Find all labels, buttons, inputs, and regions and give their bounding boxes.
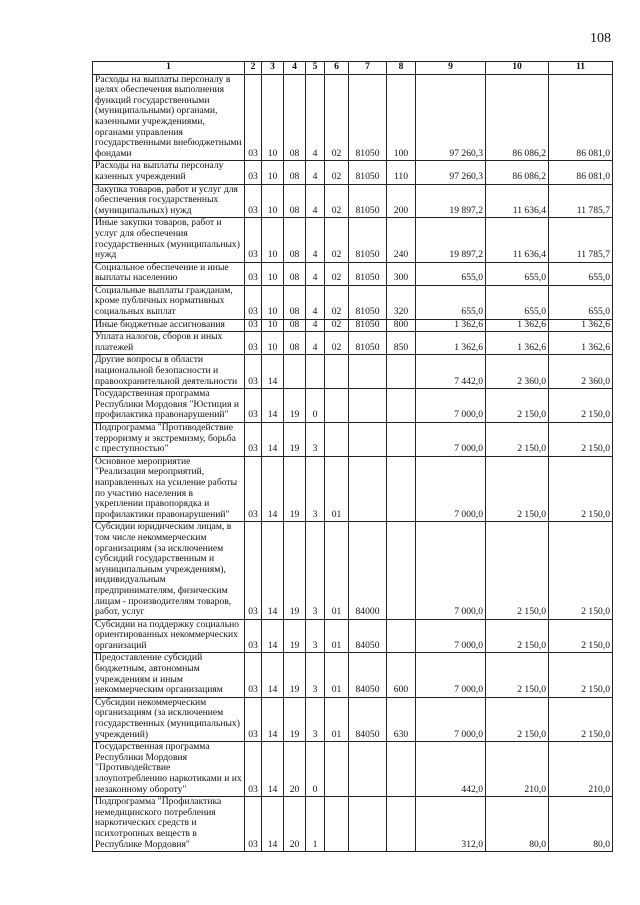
amount-year-1: 442,0 xyxy=(416,742,486,797)
expense-type-code: 200 xyxy=(387,184,416,218)
table-row xyxy=(93,355,613,389)
section-code: 03 xyxy=(245,653,262,697)
subprogram-code: 0 xyxy=(306,389,325,423)
program-code: 20 xyxy=(284,742,306,797)
direction-code xyxy=(349,389,387,423)
direction-code xyxy=(349,456,387,522)
measure-code: 02 xyxy=(325,319,349,332)
amount-year-2: 1 362,6 xyxy=(486,319,549,332)
column-header: 11 xyxy=(549,62,613,75)
amount-year-2: 2 150,0 xyxy=(486,653,549,697)
expense-name: Расходы на выплаты персоналу казенных учреждений xyxy=(93,161,245,184)
table-row xyxy=(93,653,613,697)
table-row xyxy=(93,797,613,852)
column-header: 1 xyxy=(93,62,245,75)
direction-code: 84000 xyxy=(349,522,387,619)
subprogram-code: 3 xyxy=(306,697,325,741)
amount-year-3: 80,0 xyxy=(549,797,613,852)
section-code: 03 xyxy=(245,742,262,797)
budget-table-body xyxy=(93,74,613,852)
subsection-code: 10 xyxy=(262,74,284,161)
program-code: 08 xyxy=(284,161,306,184)
table-row xyxy=(93,285,613,319)
amount-year-3: 11 785,7 xyxy=(549,184,613,218)
section-code: 03 xyxy=(245,332,262,355)
measure-code: 01 xyxy=(325,456,349,522)
program-code: 19 xyxy=(284,653,306,697)
amount-year-2: 11 636,4 xyxy=(486,218,549,262)
direction-code: 81050 xyxy=(349,262,387,285)
direction-code: 81050 xyxy=(349,161,387,184)
measure-code: 01 xyxy=(325,619,349,653)
expense-type-code: 800 xyxy=(387,319,416,332)
expense-name: Государственная программа Республики Мордовия "Юстиция и профилактика правонарушений" xyxy=(93,389,245,423)
subprogram-code: 4 xyxy=(306,74,325,161)
amount-year-1: 97 260,3 xyxy=(416,161,486,184)
expense-name: Социальные выплаты гражданам, кроме публичных нормативных социальных выплат xyxy=(93,285,245,319)
expense-name: Уплата налогов, сборов и иных платежей xyxy=(93,332,245,355)
program-code: 08 xyxy=(284,262,306,285)
expense-name: Предоставление субсидий бюджетным, автономным учреждениям и иным некоммерческим организациям xyxy=(93,653,245,697)
amount-year-2: 11 636,4 xyxy=(486,184,549,218)
section-code: 03 xyxy=(245,389,262,423)
measure-code xyxy=(325,797,349,852)
table-row xyxy=(93,619,613,653)
program-code: 19 xyxy=(284,423,306,457)
amount-year-2: 2 150,0 xyxy=(486,619,549,653)
section-code: 03 xyxy=(245,161,262,184)
section-code: 03 xyxy=(245,218,262,262)
expense-name: Государственная программа Республики Мордовия "Противодействие злоупотреблению наркотиками и их незаконному обороту" xyxy=(93,742,245,797)
subsection-code: 14 xyxy=(262,797,284,852)
program-code xyxy=(284,355,306,389)
subsection-code: 14 xyxy=(262,522,284,619)
amount-year-3: 1 362,6 xyxy=(549,319,613,332)
subprogram-code: 0 xyxy=(306,742,325,797)
expense-type-code xyxy=(387,456,416,522)
table-row xyxy=(93,161,613,184)
budget-table xyxy=(92,61,613,852)
amount-year-1: 7 000,0 xyxy=(416,389,486,423)
subsection-code: 14 xyxy=(262,389,284,423)
subsection-code: 10 xyxy=(262,161,284,184)
program-code: 19 xyxy=(284,619,306,653)
section-code: 03 xyxy=(245,355,262,389)
expense-type-code xyxy=(387,522,416,619)
table-row xyxy=(93,184,613,218)
subsection-code: 14 xyxy=(262,619,284,653)
amount-year-1: 7 000,0 xyxy=(416,653,486,697)
amount-year-3: 11 785,7 xyxy=(549,218,613,262)
direction-code: 84050 xyxy=(349,697,387,741)
program-code: 19 xyxy=(284,522,306,619)
measure-code xyxy=(325,355,349,389)
expense-name: Субсидии юридическим лицам, в том числе некоммерческим организациям (за исключением субсидий государственным и муниципальным учреждениям), индивидуальным предпринимателям, физическим лицам - производителям товаров, работ, услуг xyxy=(93,522,245,619)
measure-code: 01 xyxy=(325,522,349,619)
amount-year-2: 2 150,0 xyxy=(486,456,549,522)
expense-name: Другие вопросы в области национальной безопасности и правоохранительной деятельности xyxy=(93,355,245,389)
amount-year-3: 210,0 xyxy=(549,742,613,797)
expense-type-code: 110 xyxy=(387,161,416,184)
section-code: 03 xyxy=(245,262,262,285)
amount-year-1: 312,0 xyxy=(416,797,486,852)
measure-code xyxy=(325,423,349,457)
expense-name: Закупка товаров, работ и услуг для обеспечения государственных (муниципальных) нужд xyxy=(93,184,245,218)
subprogram-code: 4 xyxy=(306,184,325,218)
subsection-code: 10 xyxy=(262,285,284,319)
amount-year-2: 1 362,6 xyxy=(486,332,549,355)
direction-code xyxy=(349,797,387,852)
amount-year-3: 86 081,0 xyxy=(549,74,613,161)
amount-year-3: 2 150,0 xyxy=(549,619,613,653)
direction-code: 81050 xyxy=(349,319,387,332)
subprogram-code: 4 xyxy=(306,319,325,332)
measure-code: 02 xyxy=(325,262,349,285)
direction-code: 84050 xyxy=(349,653,387,697)
amount-year-3: 1 362,6 xyxy=(549,332,613,355)
section-code: 03 xyxy=(245,285,262,319)
table-row xyxy=(93,319,613,332)
subprogram-code: 3 xyxy=(306,653,325,697)
subprogram-code: 3 xyxy=(306,456,325,522)
subsection-code: 14 xyxy=(262,355,284,389)
expense-name: Подпрограмма "Противодействие терроризму и экстремизму, борьба с преступностью" xyxy=(93,423,245,457)
table-row xyxy=(93,74,613,161)
direction-code: 81050 xyxy=(349,332,387,355)
column-header: 2 xyxy=(245,62,262,75)
program-code: 08 xyxy=(284,74,306,161)
direction-code: 81050 xyxy=(349,74,387,161)
amount-year-1: 97 260,3 xyxy=(416,74,486,161)
table-row xyxy=(93,456,613,522)
amount-year-1: 1 362,6 xyxy=(416,319,486,332)
amount-year-2: 80,0 xyxy=(486,797,549,852)
expense-type-code xyxy=(387,389,416,423)
section-code: 03 xyxy=(245,456,262,522)
amount-year-3: 86 081,0 xyxy=(549,161,613,184)
direction-code: 81050 xyxy=(349,218,387,262)
subsection-code: 10 xyxy=(262,262,284,285)
expense-type-code: 240 xyxy=(387,218,416,262)
expense-type-code xyxy=(387,797,416,852)
program-code: 19 xyxy=(284,456,306,522)
subprogram-code: 4 xyxy=(306,285,325,319)
direction-code: 81050 xyxy=(349,285,387,319)
expense-name: Подпрограмма "Профилактика немедицинского потребления наркотических средств и психотропных веществ в Республике Мордовия" xyxy=(93,797,245,852)
amount-year-3: 2 150,0 xyxy=(549,522,613,619)
direction-code xyxy=(349,355,387,389)
amount-year-2: 86 086,2 xyxy=(486,74,549,161)
subprogram-code: 3 xyxy=(306,619,325,653)
amount-year-1: 7 000,0 xyxy=(416,522,486,619)
subsection-code: 10 xyxy=(262,184,284,218)
program-code: 08 xyxy=(284,285,306,319)
direction-code: 84050 xyxy=(349,619,387,653)
amount-year-2: 655,0 xyxy=(486,285,549,319)
subprogram-code: 3 xyxy=(306,423,325,457)
amount-year-3: 2 150,0 xyxy=(549,456,613,522)
table-row xyxy=(93,389,613,423)
amount-year-3: 2 150,0 xyxy=(549,389,613,423)
amount-year-2: 210,0 xyxy=(486,742,549,797)
subsection-code: 10 xyxy=(262,332,284,355)
column-header: 10 xyxy=(486,62,549,75)
expense-type-code xyxy=(387,742,416,797)
amount-year-2: 86 086,2 xyxy=(486,161,549,184)
amount-year-1: 655,0 xyxy=(416,285,486,319)
subprogram-code: 4 xyxy=(306,218,325,262)
section-code: 03 xyxy=(245,797,262,852)
section-code: 03 xyxy=(245,423,262,457)
column-number-row xyxy=(93,62,613,75)
amount-year-2: 2 150,0 xyxy=(486,697,549,741)
amount-year-2: 655,0 xyxy=(486,262,549,285)
section-code: 03 xyxy=(245,184,262,218)
amount-year-1: 7 000,0 xyxy=(416,697,486,741)
subprogram-code: 1 xyxy=(306,797,325,852)
table-row xyxy=(93,262,613,285)
expense-name: Субсидии некоммерческим организациям (за исключением государственных (муниципальных) учреждений) xyxy=(93,697,245,741)
subprogram-code xyxy=(306,355,325,389)
expense-type-code: 600 xyxy=(387,653,416,697)
amount-year-3: 655,0 xyxy=(549,285,613,319)
expense-name: Расходы на выплаты персоналу в целях обеспечения выполнения функций государственными (муниципальными) органами, казенными учреждениями, органами управления государственными внебюджетными фондами xyxy=(93,74,245,161)
program-code: 19 xyxy=(284,697,306,741)
section-code: 03 xyxy=(245,319,262,332)
expense-type-code: 300 xyxy=(387,262,416,285)
subsection-code: 10 xyxy=(262,319,284,332)
expense-name: Основное мероприятие "Реализация мероприятий, направленных на усиление работы по участию населения в укреплении правопорядка и профилактики правонарушений" xyxy=(93,456,245,522)
subsection-code: 14 xyxy=(262,697,284,741)
column-header: 3 xyxy=(262,62,284,75)
program-code: 08 xyxy=(284,332,306,355)
expense-name: Социальное обеспечение и иные выплаты населению xyxy=(93,262,245,285)
table-row xyxy=(93,332,613,355)
subprogram-code: 4 xyxy=(306,262,325,285)
amount-year-1: 7 000,0 xyxy=(416,619,486,653)
measure-code: 02 xyxy=(325,161,349,184)
subsection-code: 14 xyxy=(262,456,284,522)
expense-type-code xyxy=(387,355,416,389)
page-number: 108 xyxy=(590,31,611,46)
expense-name: Иные закупки товаров, работ и услуг для обеспечения государственных (муниципальных) нужд xyxy=(93,218,245,262)
measure-code: 02 xyxy=(325,332,349,355)
amount-year-3: 2 360,0 xyxy=(549,355,613,389)
table-row xyxy=(93,423,613,457)
amount-year-1: 7 442,0 xyxy=(416,355,486,389)
amount-year-1: 19 897,2 xyxy=(416,184,486,218)
amount-year-3: 2 150,0 xyxy=(549,653,613,697)
amount-year-3: 2 150,0 xyxy=(549,697,613,741)
measure-code xyxy=(325,742,349,797)
amount-year-1: 7 000,0 xyxy=(416,423,486,457)
amount-year-3: 655,0 xyxy=(549,262,613,285)
measure-code xyxy=(325,389,349,423)
direction-code xyxy=(349,742,387,797)
direction-code xyxy=(349,423,387,457)
amount-year-2: 2 360,0 xyxy=(486,355,549,389)
subprogram-code: 4 xyxy=(306,332,325,355)
amount-year-2: 2 150,0 xyxy=(486,389,549,423)
table-row xyxy=(93,697,613,741)
table-row xyxy=(93,218,613,262)
measure-code: 02 xyxy=(325,184,349,218)
column-header: 8 xyxy=(387,62,416,75)
column-header: 9 xyxy=(416,62,486,75)
program-code: 19 xyxy=(284,389,306,423)
amount-year-2: 2 150,0 xyxy=(486,423,549,457)
program-code: 08 xyxy=(284,218,306,262)
expense-type-code: 630 xyxy=(387,697,416,741)
measure-code: 01 xyxy=(325,653,349,697)
table-row xyxy=(93,522,613,619)
amount-year-2: 2 150,0 xyxy=(486,522,549,619)
subprogram-code: 4 xyxy=(306,161,325,184)
table-row xyxy=(93,742,613,797)
amount-year-1: 655,0 xyxy=(416,262,486,285)
subprogram-code: 3 xyxy=(306,522,325,619)
measure-code: 01 xyxy=(325,697,349,741)
expense-type-code xyxy=(387,423,416,457)
subsection-code: 10 xyxy=(262,218,284,262)
column-header: 5 xyxy=(306,62,325,75)
amount-year-1: 7 000,0 xyxy=(416,456,486,522)
column-header: 6 xyxy=(325,62,349,75)
program-code: 20 xyxy=(284,797,306,852)
measure-code: 02 xyxy=(325,74,349,161)
direction-code: 81050 xyxy=(349,184,387,218)
amount-year-3: 2 150,0 xyxy=(549,423,613,457)
measure-code: 02 xyxy=(325,218,349,262)
amount-year-1: 1 362,6 xyxy=(416,332,486,355)
expense-type-code: 850 xyxy=(387,332,416,355)
expense-name: Субсидии на поддержку социально ориентированных некоммерческих организаций xyxy=(93,619,245,653)
column-header: 4 xyxy=(284,62,306,75)
subsection-code: 14 xyxy=(262,423,284,457)
subsection-code: 14 xyxy=(262,653,284,697)
section-code: 03 xyxy=(245,522,262,619)
expense-type-code: 320 xyxy=(387,285,416,319)
expense-type-code: 100 xyxy=(387,74,416,161)
expense-name: Иные бюджетные ассигнования xyxy=(93,319,245,332)
subsection-code: 14 xyxy=(262,742,284,797)
section-code: 03 xyxy=(245,74,262,161)
expense-type-code xyxy=(387,619,416,653)
section-code: 03 xyxy=(245,697,262,741)
program-code: 08 xyxy=(284,319,306,332)
amount-year-1: 19 897,2 xyxy=(416,218,486,262)
section-code: 03 xyxy=(245,619,262,653)
program-code: 08 xyxy=(284,184,306,218)
column-header: 7 xyxy=(349,62,387,75)
measure-code: 02 xyxy=(325,285,349,319)
